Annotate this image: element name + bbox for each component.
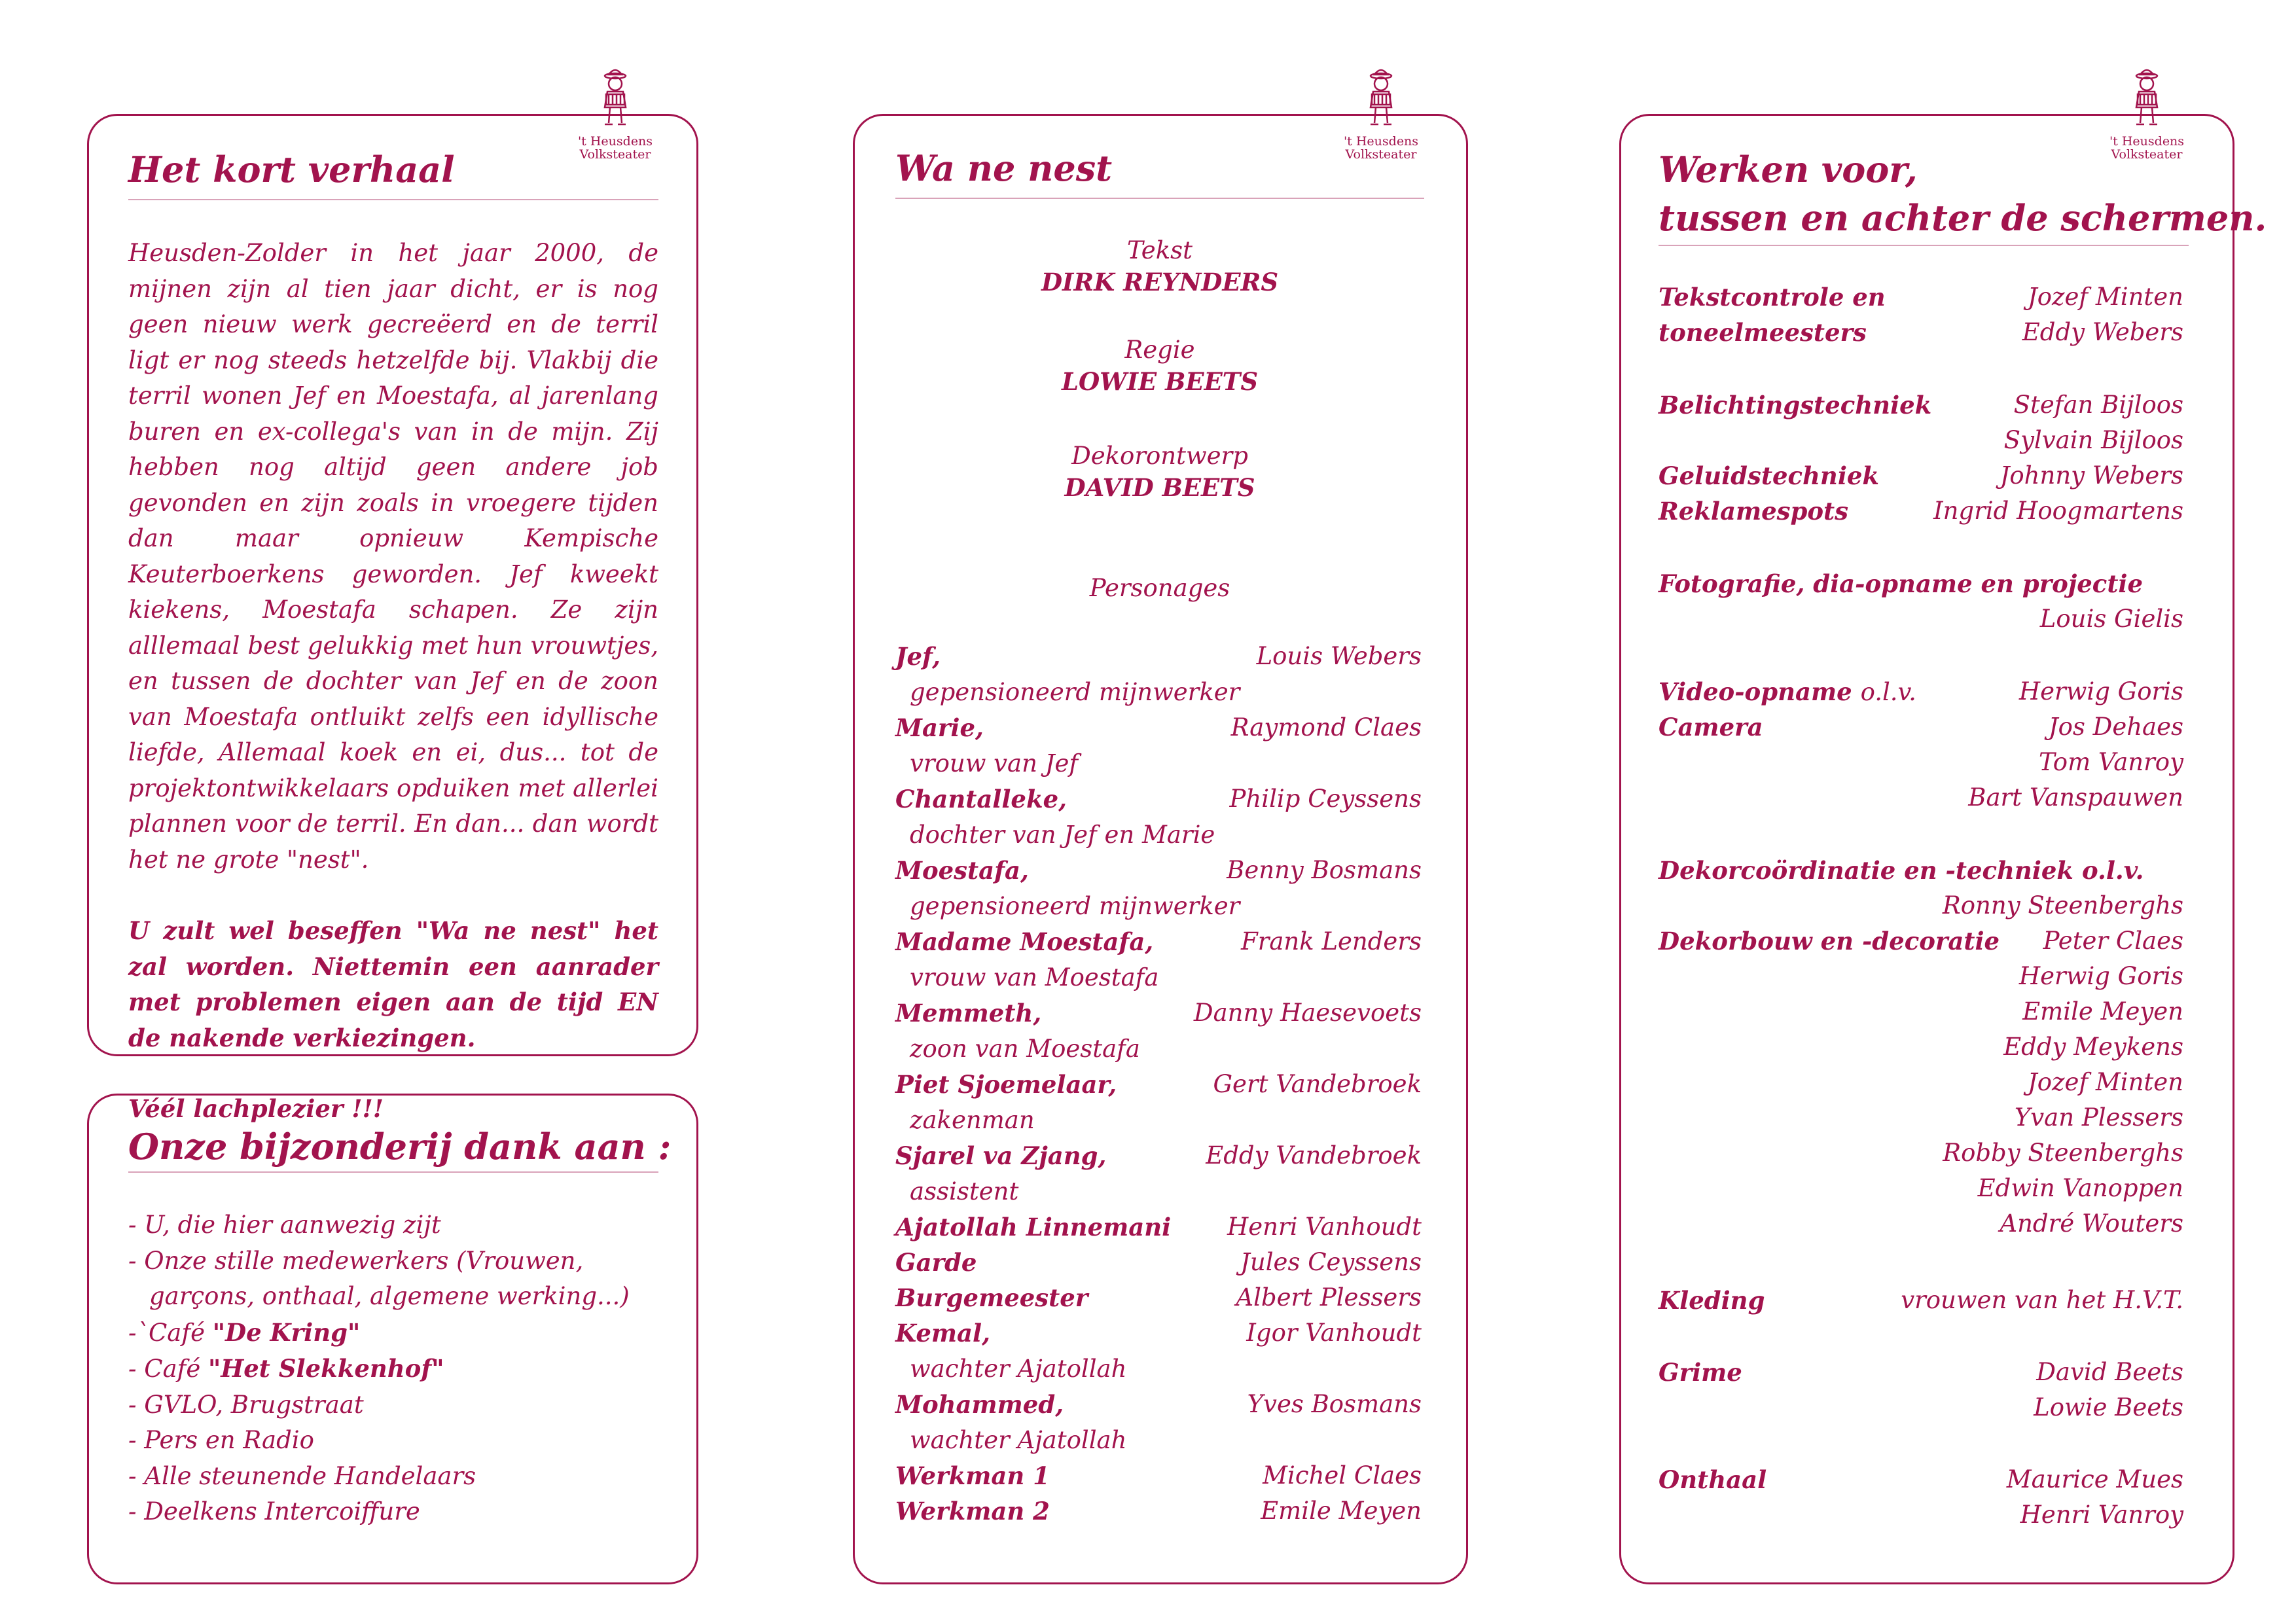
crew-name: Emile Meyen	[2022, 997, 2183, 1026]
cast-character: Madame Moestafa,	[895, 927, 1154, 956]
cast-title-rule	[895, 198, 1424, 199]
story-paragraph-1: Heusden-Zolder in het jaar 2000, de mijnen zijn al tien jaar dicht, er is nog geen nieuw werk gecreëerd en de terril ligt er nog steeds hetzelfde bij. Vlakbij die terril wonen Jef en Moestafa, al jarenlang buren en ex-collega's van in de mijn. Zij hebben nog altijd geen andere job gevonden en zijn zoals in vroegere tijden dan maar opnieuw Kempische Keuterboerkens geworden. Jef kweekt kiekens, Moestafa schapen. Ze zijn alllemaal best gelukkig met hun vrouwtjes, en tussen de dochter van Jef en de zoon van Moestafa ontluikt zelfs een idyllische liefde, Allemaal koek en ei, dus... tot de projektontwikkelaars opduiken met allerlei plannen voor de terril. En dan... dan wordt het ne grote "nest".	[128, 239, 658, 874]
crew-role: Belichtingstechniek	[1659, 391, 1932, 419]
cast-character: Moestafa,	[895, 856, 1029, 885]
cast-description: vrouw van Moestafa	[910, 963, 1159, 991]
crew-name: Bart Vanspauwen	[1968, 783, 2183, 812]
cast-character: Garde	[895, 1248, 977, 1277]
crew-name: Eddy Webers	[2022, 318, 2183, 346]
logo-text-line2: Volksteater	[1345, 147, 1417, 162]
crew-role: Dekorcoördinatie en -techniek o.l.v.	[1659, 856, 2144, 885]
cast-actor: Danny Haesevoets	[1193, 999, 1422, 1027]
theatre-logo	[2101, 63, 2193, 161]
cast-actor: Michel Claes	[1263, 1461, 1422, 1489]
crew-name: Lowie Beets	[2034, 1393, 2183, 1421]
credit-role: Dekorontwerp	[1071, 442, 1248, 470]
cast-character: Werkman 2	[895, 1497, 1050, 1525]
cast-description: wachter Ajatollah	[910, 1426, 1127, 1454]
crew-name: David Beets	[2036, 1358, 2183, 1386]
crew-name: Peter Claes	[2043, 927, 2183, 955]
story-body	[128, 236, 658, 1127]
accordion-player-icon	[596, 63, 635, 135]
cast-description: vrouw van Jef	[910, 749, 1079, 777]
crew-name: André Wouters	[2000, 1209, 2183, 1238]
logo-text-line1: 't Heusdens	[577, 134, 653, 149]
accordion-player-icon	[2127, 63, 2166, 135]
story-title: Het kort verhaal	[128, 149, 455, 190]
crew-role: Reklamespots	[1659, 497, 1848, 526]
cast-character: Mohammed,	[895, 1390, 1064, 1419]
crew-title-rule	[1659, 245, 2189, 246]
crew-name: Eddy Meykens	[2003, 1033, 2183, 1061]
cast-actor: Emile Meyen	[1261, 1497, 1422, 1525]
crew-name: Johnny Webers	[2000, 461, 2183, 490]
logo-text-line2: Volksteater	[2111, 147, 2183, 162]
crew-name: Stefan Bijloos	[2013, 391, 2183, 419]
story-paragraph-2: U zult wel beseffen "Wa ne nest" het zal worden. Niettemin een aanrader met problemen eigen aan de tijd EN de nakende verkiezingen.	[128, 916, 658, 1052]
thanks-item: - Onze stille medewerkers (Vrouwen,	[128, 1246, 584, 1275]
cast-title: Wa ne nest	[895, 147, 1113, 189]
cast-description: wachter Ajatollah	[910, 1355, 1127, 1383]
cast-description: zakenman	[910, 1106, 1035, 1134]
cast-character: Marie,	[895, 713, 984, 742]
thanks-item: - Café "Het Slekkenhof"	[128, 1354, 444, 1383]
cast-actor: Yves Bosmans	[1247, 1390, 1422, 1418]
cast-description: assistent	[910, 1177, 1019, 1205]
story-paragraph-3: Véél lachplezier !!!	[128, 1094, 384, 1123]
personages-heading: Personages	[1089, 574, 1230, 602]
cast-description: gepensioneerd mijnwerker	[910, 892, 1240, 920]
crew-title-line1: Werken voor,	[1659, 149, 1918, 190]
thanks-item: - U, die hier aanwezig zijt	[128, 1211, 441, 1239]
cast-character: Piet Sjoemelaar,	[895, 1070, 1117, 1099]
crew-name: Herwig Goris	[2018, 677, 2183, 705]
crew-role: Camera	[1659, 713, 1763, 741]
crew-role: Tekstcontrole en	[1659, 283, 1886, 312]
crew-name: Edwin Vanoppen	[1977, 1174, 2183, 1202]
crew-role: toneelmeesters	[1659, 318, 1867, 347]
crew-name: Ingrid Hoogmartens	[1933, 497, 2183, 525]
cast-actor: Henri Vanhoudt	[1227, 1213, 1422, 1241]
cast-character: Kemal,	[895, 1319, 990, 1347]
cast-actor: Philip Ceyssens	[1229, 785, 1422, 813]
cast-character: Chantalleke,	[895, 785, 1067, 813]
cast-character: Ajatollah Linnemani	[895, 1213, 1172, 1241]
logo-text-line1: 't Heusdens	[1343, 134, 1419, 149]
cast-actor: Gert Vandebroek	[1213, 1070, 1422, 1098]
credit-role: Regie	[1124, 336, 1195, 364]
accordion-player-icon	[1361, 63, 1401, 135]
credit-name: DAVID BEETS	[1064, 473, 1255, 502]
thanks-list	[128, 1207, 665, 1530]
cast-character: Sjarel va Zjang,	[895, 1141, 1107, 1170]
theatre-logo	[569, 63, 661, 161]
theatre-logo	[1335, 63, 1427, 161]
crew-name: vrouwen van het H.V.T.	[1901, 1286, 2183, 1314]
cast-character: Werkman 1	[895, 1461, 1050, 1490]
crew-role: Kleding	[1659, 1286, 1765, 1315]
thanks-title: Onze bijzonderij dank aan :	[128, 1126, 672, 1168]
crew-role: Dekorbouw en -decoratie	[1659, 927, 2000, 955]
logo-text-line2: Volksteater	[579, 147, 651, 162]
cast-actor: Frank Lenders	[1241, 927, 1422, 955]
cast-description: gepensioneerd mijnwerker	[910, 678, 1240, 706]
credit-role: Tekst	[1127, 236, 1193, 264]
crew-name: Louis Gielis	[2039, 605, 2183, 633]
crew-role: Grime	[1659, 1358, 1742, 1387]
credit-name: DIRK REYNDERS	[1041, 268, 1279, 296]
cast-description: dochter van Jef en Marie	[910, 821, 1215, 849]
cast-actor: Eddy Vandebroek	[1206, 1141, 1422, 1169]
crew-name: Sylvain Bijloos	[2003, 426, 2183, 454]
crew-name: Jozef Minten	[2027, 1068, 2183, 1096]
cast-actor: Igor Vanhoudt	[1246, 1319, 1422, 1347]
cast-actor: Albert Plessers	[1236, 1283, 1422, 1311]
cast-character: Burgemeester	[895, 1283, 1088, 1312]
thanks-item: - GVLO, Brugstraat	[128, 1390, 364, 1419]
crew-name: Jos Dehaes	[2048, 713, 2183, 741]
cast-description: zoon van Moestafa	[910, 1035, 1140, 1063]
crew-title-line2: tussen en achter de schermen.	[1659, 197, 2267, 239]
story-title-rule	[128, 199, 658, 200]
cast-character: Memmeth,	[895, 999, 1042, 1027]
thanks-item: - Alle steunende Handelaars	[128, 1461, 476, 1490]
cast-actor: Benny Bosmans	[1227, 856, 1422, 884]
thanks-item: -`Café "De Kring"	[128, 1317, 361, 1347]
crew-role: Video-opname o.l.v.	[1659, 677, 1916, 706]
thanks-title-rule	[128, 1171, 658, 1173]
crew-name: Ronny Steenberghs	[1942, 891, 2183, 919]
cast-character: Jef,	[895, 642, 941, 671]
thanks-item: - Pers en Radio	[128, 1426, 314, 1454]
crew-name: Herwig Goris	[2018, 962, 2183, 990]
cast-actor: Louis Webers	[1256, 642, 1422, 670]
credit-name: LOWIE BEETS	[1061, 367, 1259, 396]
thanks-item: - Deelkens Intercoiffure	[128, 1497, 420, 1525]
cast-actor: Raymond Claes	[1230, 713, 1422, 741]
thanks-item: garçons, onthaal, algemene werking...)	[149, 1282, 630, 1310]
crew-name: Robby Steenberghs	[1943, 1139, 2183, 1167]
crew-name: Maurice Mues	[2006, 1465, 2183, 1493]
logo-text-line1: 't Heusdens	[2109, 134, 2185, 149]
crew-name: Jozef Minten	[2027, 283, 2183, 311]
crew-role: Geluidstechniek	[1659, 461, 1880, 490]
crew-role: Fotografie, dia-opname en projectie	[1659, 569, 2143, 598]
crew-name: Tom Vanroy	[2038, 748, 2183, 776]
crew-name: Yvan Plessers	[2014, 1103, 2183, 1132]
crew-name: Henri Vanroy	[2020, 1501, 2183, 1529]
cast-actor: Jules Ceyssens	[1240, 1248, 1422, 1276]
crew-role: Onthaal	[1659, 1465, 1767, 1494]
